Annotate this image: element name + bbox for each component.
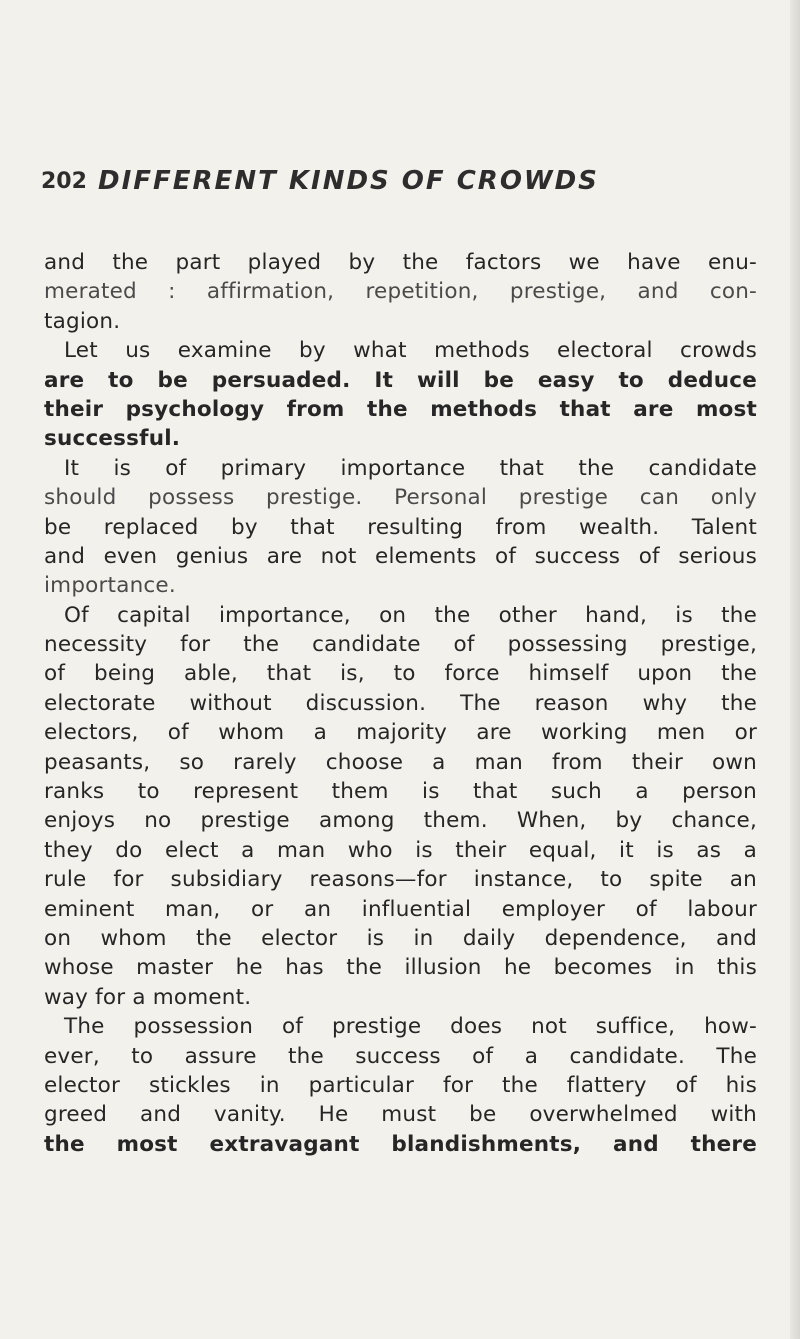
- body-text: [44, 248, 757, 1159]
- running-head: DIFFERENT KINDS OF CROWDS: [98, 166, 599, 196]
- text-line: electorate without discussion. The reason why the: [44, 690, 757, 716]
- text-line: the most extravagant blandishments, and there: [44, 1131, 757, 1157]
- text-line: tagion.: [44, 308, 121, 334]
- text-line: greed and vanity. He must be overwhelmed with: [44, 1102, 757, 1128]
- text-line: eminent man, or an influential employer of labour: [44, 896, 757, 922]
- text-line: ranks to represent them is that such a person: [44, 779, 757, 805]
- text-line: peasants, so rarely choose a man from their own: [44, 749, 757, 775]
- text-line: necessity for the candidate of possessing prestige,: [44, 632, 757, 658]
- text-line: merated : affirmation, repetition, prestige, and con-: [44, 279, 757, 305]
- text-line: their psychology from the methods that are most: [44, 396, 757, 422]
- text-line: electors, of whom a majority are working men or: [44, 720, 757, 746]
- text-line: rule for subsidiary reasons—for instance, to spite an: [44, 867, 757, 893]
- text-line: are to be persuaded. It will be easy to deduce: [44, 367, 757, 393]
- text-line: whose master he has the illusion he becomes in this: [44, 955, 757, 981]
- text-line: importance.: [44, 573, 176, 599]
- page-header: [0, 164, 800, 204]
- text-line: elector stickles in particular for the flattery of his: [44, 1072, 757, 1098]
- page-number: 202: [41, 169, 87, 194]
- text-line: It is of primary importance that the candidate: [64, 455, 757, 481]
- text-line: enjoys no prestige among them. When, by chance,: [44, 808, 757, 834]
- text-line: of being able, that is, to force himself upon the: [44, 661, 757, 687]
- text-line: and the part played by the factors we have enu-: [44, 250, 757, 275]
- text-line: way for a moment.: [44, 984, 252, 1010]
- text-line: be replaced by that resulting from wealth. Talent: [44, 514, 757, 540]
- text-line: should possess prestige. Personal prestige can only: [44, 485, 757, 511]
- text-line: successful.: [44, 426, 181, 452]
- text-line: on whom the elector is in daily dependence, and: [44, 925, 757, 951]
- text-line: and even genius are not elements of success of serious: [44, 543, 757, 569]
- text-line: ever, to assure the success of a candidate. The: [44, 1043, 757, 1069]
- text-line: The possession of prestige does not suffice, how-: [64, 1014, 757, 1040]
- text-line: Let us examine by what methods electoral crowds: [64, 338, 757, 364]
- text-line: Of capital importance, on the other hand, is the: [64, 602, 757, 628]
- text-line: they do elect a man who is their equal, it is as a: [44, 837, 757, 863]
